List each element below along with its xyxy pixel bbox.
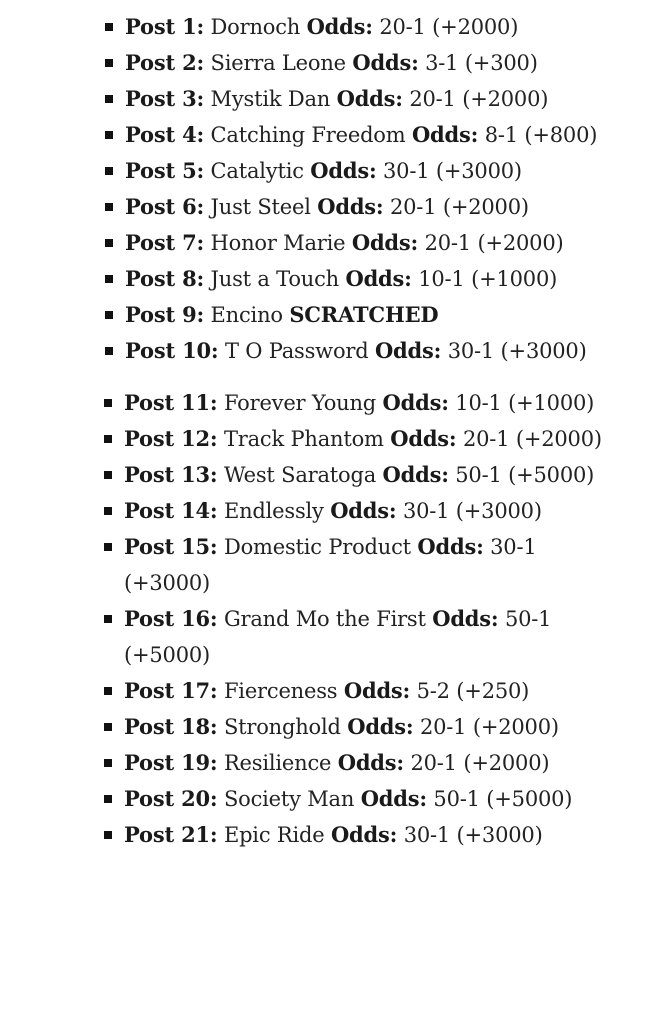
odds-label: Odds: (345, 266, 412, 291)
square-bullet-icon (104, 543, 112, 551)
square-bullet-icon (105, 311, 113, 319)
post-number: Post 9: (125, 302, 205, 327)
square-bullet-icon (104, 435, 112, 443)
square-bullet-icon (104, 687, 112, 695)
horse-name: West Saratoga (223, 463, 377, 487)
horse-name: Dornoch (210, 15, 301, 39)
list-item-post-11 (0, 385, 658, 421)
square-bullet-icon (105, 203, 113, 211)
square-bullet-icon (104, 399, 112, 407)
square-bullet-icon (104, 795, 112, 803)
odds-label: Odds: (382, 462, 449, 487)
square-bullet-icon (105, 275, 113, 283)
horse-name: Resilience (223, 751, 332, 775)
horse-name: Track Phantom (223, 427, 384, 451)
horse-name: Epic Ride (223, 823, 325, 847)
square-bullet-icon (105, 347, 113, 355)
post-number: Post 15: (124, 534, 218, 559)
odds-value: 20-1 (+2000) (379, 15, 519, 39)
odds-label: Odds: (374, 338, 442, 363)
horse-name: Grand Mo the First (223, 607, 426, 631)
odds-label: Odds: (317, 194, 384, 219)
square-bullet-icon (104, 471, 112, 479)
odds-value: 30-1 (+3000) (402, 499, 542, 523)
post-number: Post 16: (124, 606, 218, 631)
odds-label: Odds: (343, 678, 411, 703)
odds-value: 20-1 (+2000) (409, 87, 549, 111)
horse-name: Honor Marie (210, 231, 346, 255)
odds-value: 30-1 (+3000) (124, 535, 537, 595)
list-item-post-4 (0, 117, 658, 153)
odds-value: 30-1 (+3000) (447, 339, 587, 363)
post-number: Post 21: (124, 822, 218, 847)
list-item-post-21 (0, 817, 658, 853)
odds-label: Odds: (360, 786, 427, 811)
square-bullet-icon (105, 23, 113, 31)
horse-name: Catalytic (210, 159, 304, 183)
odds-label: Odds: (382, 390, 449, 415)
list-item-post-7 (0, 225, 658, 261)
odds-value: 20-1 (+2000) (410, 751, 550, 775)
odds-value: 20-1 (+2000) (389, 195, 529, 219)
post-number: Post 3: (125, 86, 205, 111)
odds-label: Odds: (330, 498, 397, 523)
odds-value: 5-2 (+250) (416, 679, 530, 703)
square-bullet-icon (105, 59, 113, 67)
list-item-post-20 (0, 781, 658, 817)
odds-value: 50-1 (+5000) (124, 607, 552, 667)
list-item-post-13 (0, 457, 658, 493)
list-item-post-1 (0, 9, 658, 45)
post-number: Post 18: (124, 714, 218, 739)
odds-label: Odds: (390, 426, 457, 451)
odds-label: Odds: (352, 50, 419, 75)
square-bullet-icon (105, 95, 113, 103)
odds-label: Odds: (411, 122, 479, 147)
post-number: Post 12: (124, 426, 218, 451)
horse-name: Catching Freedom (210, 123, 406, 147)
post-number: Post 4: (125, 122, 205, 147)
odds-value: 10-1 (+1000) (455, 391, 595, 415)
square-bullet-icon (104, 759, 112, 767)
odds-label: Odds: (306, 14, 373, 39)
list-item-post-14 (0, 493, 658, 529)
odds-value: 20-1 (+2000) (424, 231, 564, 255)
square-bullet-icon (104, 507, 112, 515)
post-number: Post 19: (124, 750, 218, 775)
square-bullet-icon (104, 831, 112, 839)
post-number: Post 13: (124, 462, 218, 487)
post-number: Post 1: (125, 14, 205, 39)
odds-label: Odds: (417, 534, 484, 559)
odds-label: Odds: (432, 606, 499, 631)
square-bullet-icon (105, 239, 113, 247)
list-item-post-19 (0, 745, 658, 781)
odds-label: Odds: (310, 158, 377, 183)
list-item-post-10 (0, 333, 658, 369)
post-number: Post 8: (125, 266, 205, 291)
post-number: Post 10: (125, 338, 219, 363)
horse-name: Mystik Dan (210, 87, 331, 111)
horse-name: Fierceness (223, 679, 338, 703)
odds-value: 30-1 (+3000) (383, 159, 522, 183)
horse-name: T O Password (224, 339, 369, 363)
list-item-post-15 (0, 529, 658, 601)
list-item-post-18 (0, 709, 658, 745)
post-number: Post 6: (125, 194, 205, 219)
post-number: Post 14: (124, 498, 218, 523)
list-item-post-3 (0, 81, 658, 117)
square-bullet-icon (104, 723, 112, 731)
odds-label: Odds: (336, 86, 403, 111)
odds-value: 3-1 (+300) (425, 51, 538, 75)
list-item-post-6 (0, 189, 658, 225)
odds-value: 30-1 (+3000) (403, 823, 543, 847)
horse-name: Forever Young (223, 391, 377, 415)
horse-name: Domestic Product (223, 535, 411, 559)
odds-value: 8-1 (+800) (484, 123, 598, 147)
horse-name: Just a Touch (210, 267, 339, 291)
odds-label: Odds: (337, 750, 404, 775)
odds-value: 50-1 (+5000) (433, 787, 573, 811)
list-item-post-17 (0, 673, 658, 709)
horse-name: Stronghold (223, 715, 341, 739)
horse-name: Encino (210, 303, 283, 327)
list-item-post-8 (0, 261, 658, 297)
square-bullet-icon (105, 131, 113, 139)
odds-label: Odds: (351, 230, 419, 255)
odds-value: 10-1 (+1000) (418, 267, 558, 291)
scratched-status: SCRATCHED (289, 302, 439, 327)
list-item-post-12 (0, 421, 658, 457)
post-number: Post 17: (124, 678, 218, 703)
post-number: Post 11: (124, 390, 218, 415)
post-number: Post 2: (125, 50, 205, 75)
odds-value: 20-1 (+2000) (462, 427, 602, 451)
horse-name: Sierra Leone (210, 51, 346, 75)
square-bullet-icon (104, 615, 112, 623)
post-number: Post 20: (124, 786, 218, 811)
odds-label: Odds: (330, 822, 398, 847)
horse-name: Society Man (223, 787, 355, 811)
list-item-post-16 (0, 601, 658, 673)
list-item-post-5 (0, 153, 658, 189)
post-odds-list (0, 9, 658, 853)
list-item-post-9 (0, 297, 658, 333)
list-item-post-2 (0, 45, 658, 81)
post-number: Post 7: (125, 230, 205, 255)
horse-name: Endlessly (223, 499, 324, 523)
odds-label: Odds: (347, 714, 414, 739)
odds-value: 20-1 (+2000) (419, 715, 559, 739)
square-bullet-icon (105, 167, 113, 175)
odds-value: 50-1 (+5000) (455, 463, 595, 487)
horse-name: Just Steel (210, 195, 311, 219)
post-number: Post 5: (125, 158, 205, 183)
